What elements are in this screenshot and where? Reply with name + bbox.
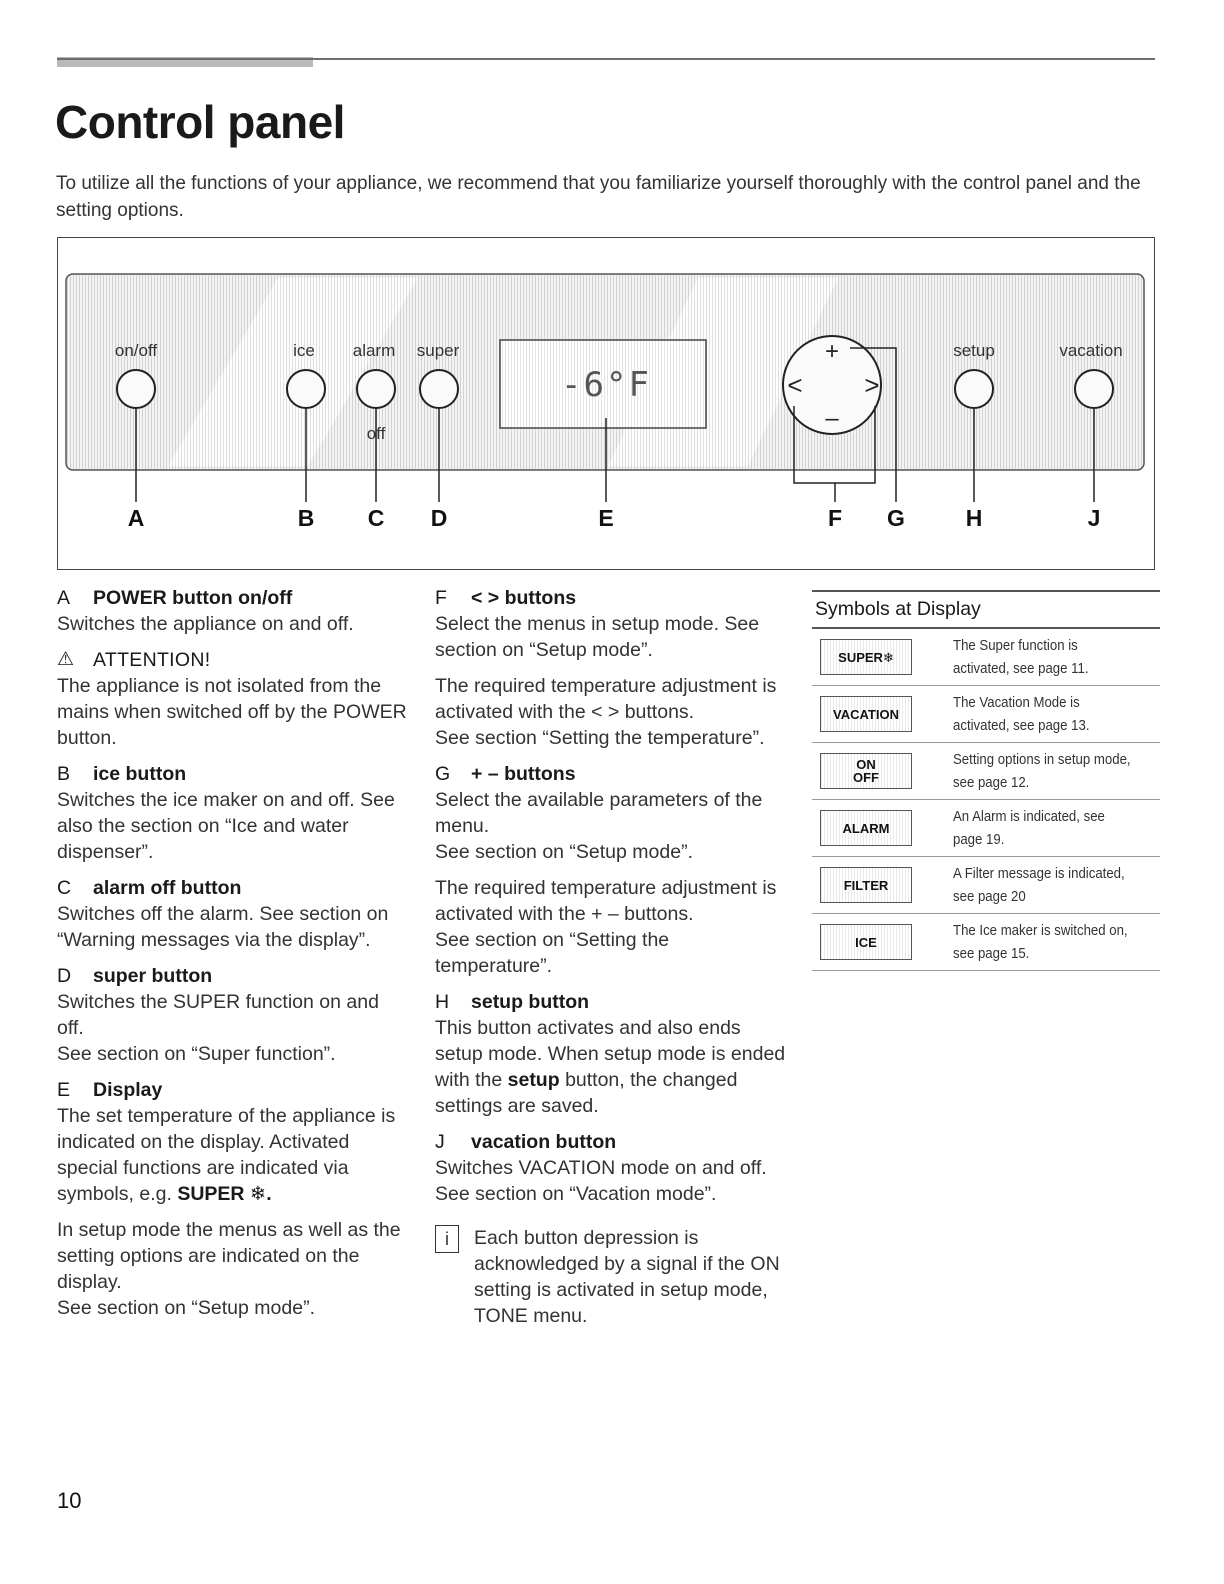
callout-letter-e: E (598, 505, 614, 531)
callout-letter-a: A (127, 505, 145, 531)
vacation-symbol-icon: VACATION (820, 696, 912, 732)
left-arrow-button[interactable]: < (787, 370, 803, 400)
section-f-body-2: The required temperature adjustment is activated with the < > buttons. (435, 675, 777, 723)
symbol-row-ice: ICE The Ice maker is switched on, see page 15. (812, 914, 1160, 971)
section-g-body: Select the available parameters of the menu. (435, 789, 763, 837)
info-note-text: Each button depression is acknowledged by a signal if the ON setting is activated in setup mode, TONE menu. (474, 1227, 780, 1327)
info-icon: i (435, 1225, 459, 1253)
setup-button[interactable] (955, 370, 993, 408)
symbol-row-super: SUPER❄ The Super function is activated, see page 11. (812, 629, 1160, 686)
attention-body: The appliance is not isolated from the mains when switched off by the POWER button. (57, 675, 407, 749)
alarm-off-button[interactable] (357, 370, 395, 408)
symbols-table-title: Symbols at Display (812, 592, 1160, 629)
section-c-body: Switches off the alarm. See section on “Warning messages via the display”. (57, 903, 389, 951)
info-note (435, 1225, 790, 1329)
page-number: 10 (57, 1488, 82, 1513)
symbols-table (812, 590, 1160, 971)
vacation-button[interactable] (1075, 370, 1113, 408)
alarm-label: alarm (352, 341, 396, 360)
section-f-body-3: See section “Setting the temperature”. (435, 727, 765, 749)
plus-button[interactable]: + (824, 338, 840, 365)
ice-button[interactable] (287, 370, 325, 408)
section-h-heading: H setup button (435, 991, 590, 1013)
attention-heading: ⚠ ATTENTION! (57, 649, 211, 671)
intro-paragraph: To utilize all the functions of your appliance, we recommend that you familiarize yourself thoroughly with the control panel and the setting options. (56, 173, 1141, 221)
section-e-body-2: In setup mode the menus as well as the setting options are indicated on the display. (57, 1219, 401, 1293)
symbol-row-on-off: ON OFF Setting options in setup mode, see page 12. (812, 743, 1160, 800)
section-b-body: Switches the ice maker on and off. See also the section on “Ice and water dispenser”. (57, 789, 395, 863)
power-button[interactable] (117, 370, 155, 408)
column-left (57, 585, 407, 1321)
section-a-heading: A POWER button on/off (57, 587, 293, 609)
header-rule (57, 58, 1155, 60)
symbol-row-alarm: ALARM An Alarm is indicated, see page 19. (812, 800, 1160, 857)
minus-button[interactable]: – (825, 405, 839, 432)
section-e-body: The set temperature of the appliance is indicated on the display. Activated special functions are indicated via symbols, e.g. SUPER ❄. (57, 1105, 396, 1205)
section-j-body: Switches VACATION mode on and off. See section on “Vacation mode”. (435, 1157, 767, 1205)
warning-triangle-icon: ⚠ (57, 649, 75, 670)
page-title: Control panel (55, 96, 345, 148)
callout-letter-h: H (965, 505, 983, 531)
ice-label: ice (293, 341, 315, 360)
control-panel-diagram (58, 238, 1154, 569)
setup-label: setup (953, 341, 995, 360)
display-readout: -6°F (561, 365, 651, 405)
section-e-body-3: See section on “Setup mode”. (57, 1297, 315, 1319)
on-off-symbol-icon: ON OFF (820, 753, 912, 789)
symbol-row-vacation: VACATION The Vacation Mode is activated, see page 13. (812, 686, 1160, 743)
callout-letter-b: B (297, 505, 315, 531)
control-panel-figure (57, 237, 1155, 570)
section-c-heading: C alarm off button (57, 877, 242, 899)
section-d-body: Switches the SUPER function on and off. (57, 991, 379, 1039)
section-f-body: Select the menus in setup mode. See section on “Setup mode”. (435, 613, 760, 661)
section-a-body: Switches the appliance on and off. (57, 613, 354, 635)
callout-letter-j: J (1087, 505, 1101, 531)
on-off-label: on/off (114, 341, 158, 360)
super-button[interactable] (420, 370, 458, 408)
callout-letter-d: D (430, 505, 448, 531)
section-g-heading: G + – buttons (435, 763, 576, 785)
column-middle (435, 585, 790, 1329)
section-f-heading: F < > buttons (435, 587, 577, 609)
filter-symbol-icon: FILTER (820, 867, 912, 903)
off-label: off (366, 424, 386, 443)
section-g-body-3: The required temperature adjustment is activated with the + – buttons. (435, 877, 777, 925)
section-d-body-2: See section on “Super function”. (57, 1043, 336, 1065)
super-symbol-icon: SUPER❄ (820, 639, 912, 675)
section-b-heading: B ice button (57, 763, 187, 785)
alarm-symbol-icon: ALARM (820, 810, 912, 846)
section-d-heading: D super button (57, 965, 213, 987)
callout-letter-c: C (367, 505, 385, 531)
section-g-body-2: See section on “Setup mode”. (435, 841, 693, 863)
section-e-heading: E Display (57, 1079, 163, 1101)
callout-letter-g: G (887, 505, 905, 531)
vacation-label: vacation (1059, 341, 1123, 360)
section-h-body: This button activates and also ends setup mode. When setup mode is ended with the setup button, the changed settings are saved. (435, 1017, 786, 1117)
right-arrow-button[interactable]: > (864, 370, 880, 400)
ice-symbol-icon: ICE (820, 924, 912, 960)
section-g-body-4: See section on “Setting the temperature”. (435, 929, 670, 977)
super-label: super (416, 341, 460, 360)
callout-letter-f: F (827, 505, 843, 531)
symbol-row-filter: FILTER A Filter message is indicated, see page 20 (812, 857, 1160, 914)
section-j-heading: J vacation button (435, 1131, 617, 1153)
